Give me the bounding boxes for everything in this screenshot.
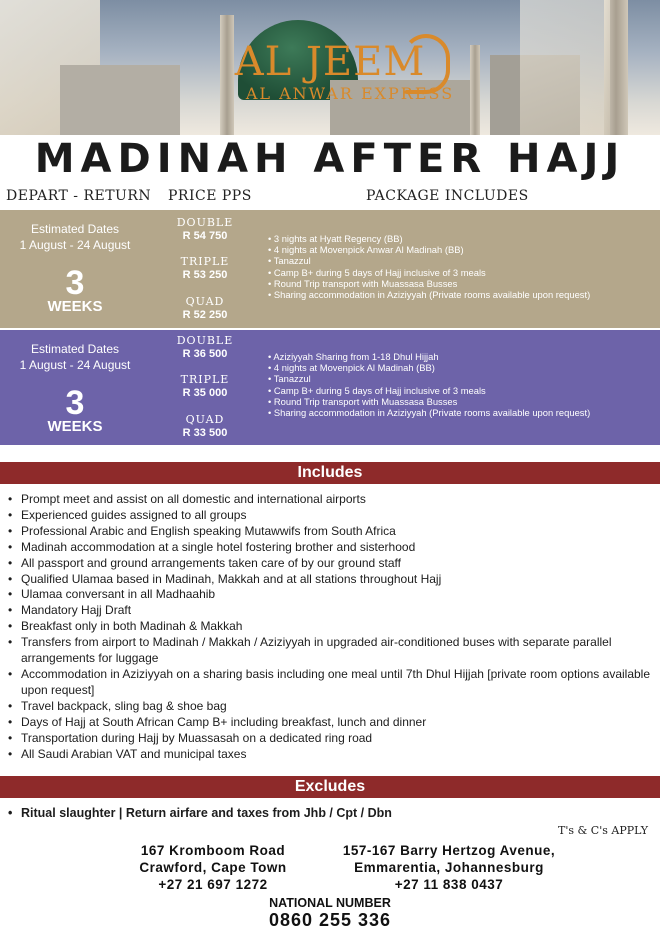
package-includes-list (268, 233, 590, 300)
package-band-2 (0, 330, 660, 445)
national-number-block (0, 896, 660, 930)
list-item: • All passport and ground arrangements taken care of by our ground staff (8, 556, 658, 572)
brand-name: AL JEEM (234, 39, 426, 85)
list-item: • Prompt meet and assist on all domestic and international airports (8, 492, 658, 508)
terms-note: T's & C's APPLY (558, 824, 648, 837)
brand-logo (150, 40, 510, 103)
list-item: • Transfers from airport to Madinah / Makkah / Aziziyyah in upgraded air-conditioned buses with separate parallel arrangements for luggage (8, 635, 658, 667)
duration-unit: WEEKS (47, 298, 103, 315)
price-label-triple: TRIPLE (180, 373, 230, 386)
package-includes-list (268, 351, 590, 418)
list-item: • Experienced guides assigned to all groups (8, 508, 658, 524)
price-value-quad: R 33 500 (182, 427, 228, 439)
list-item: • Sharing accommodation in Aziziyyah (Private rooms available upon request) (268, 289, 590, 300)
duration-number: 3 (65, 264, 85, 302)
list-item: • Mandatory Hajj Draft (8, 603, 658, 619)
list-item: • Transportation during Hajj by Muassasah on a dedicated ring road (8, 731, 658, 747)
list-item: • Round Trip transport with Muassasa Busses (268, 396, 590, 407)
dates-range: 1 August - 24 August (19, 238, 131, 252)
list-item: • Accommodation in Aziziyyah on a sharing basis including one meal until 7th Dhul Hijjah [private room options available upon request] (8, 667, 658, 699)
price-value-double: R 36 500 (182, 348, 228, 360)
list-item: • Camp B+ during 5 days of Hajj inclusive of 3 meals (268, 267, 590, 278)
excludes-heading: Excludes (0, 776, 660, 798)
price-label-quad: QUAD (185, 413, 225, 426)
list-item: • Tanazzul (268, 373, 590, 384)
list-item: • Aziziyyah Sharing from 1-18 Dhul Hijjah (268, 351, 590, 362)
list-item: • 3 nights at Hyatt Regency (BB) (268, 233, 590, 244)
list-item: • Round Trip transport with Muassasa Busses (268, 278, 590, 289)
includes-list (8, 492, 658, 762)
dates-label: Estimated Dates (30, 342, 120, 356)
office-address-line: Emmarentia, Johannesburg (354, 860, 544, 875)
header-photo (0, 0, 660, 135)
list-item: • Qualified Ulamaa based in Madinah, Makkah and at all stations throughout Hajj (8, 572, 658, 588)
price-value-triple: R 35 000 (182, 387, 228, 399)
office-address-line: Crawford, Cape Town (139, 860, 287, 875)
office-address-line: 167 Kromboom Road (140, 843, 286, 858)
list-item: • Madinah accommodation at a single hotel fostering brother and sisterhood (8, 540, 658, 556)
national-number: 0860 255 336 (268, 910, 392, 930)
brand-tagline: AL ANWAR EXPRESS (245, 84, 455, 103)
list-item: • Ulamaa conversant in all Madhaahib (8, 587, 658, 603)
duration-number: 3 (65, 384, 85, 422)
list-item: • Sharing accommodation in Aziziyyah (Private rooms available upon request) (268, 407, 590, 418)
list-item: • Professional Arabic and English speaking Mutawwifs from South Africa (8, 524, 658, 540)
office-johannesburg (318, 842, 580, 893)
price-label-double: DOUBLE (176, 334, 234, 347)
list-item: • 4 nights at Movenpick Anwar Al Madinah (BB) (268, 244, 590, 255)
national-number-label: NATIONAL NUMBER (269, 896, 391, 910)
includes-heading: Includes (0, 462, 660, 484)
calligraphy-logo-mark (402, 34, 450, 94)
package-band-1 (0, 210, 660, 328)
price-label-double: DOUBLE (176, 216, 234, 229)
dates-label: Estimated Dates (30, 222, 120, 236)
office-address-line: 157-167 Barry Hertzog Avenue, (342, 843, 556, 858)
heading-includes: PACKAGE INCLUDES (366, 188, 529, 204)
excludes-text: • Ritual slaughter | Return airfare and taxes from Jhb / Cpt / Dbn (8, 806, 392, 820)
price-value-double: R 54 750 (182, 230, 228, 242)
list-item: • Tanazzul (268, 255, 590, 266)
list-item: • Breakfast only in both Madinah & Makkah (8, 619, 658, 635)
price-label-quad: QUAD (185, 295, 225, 308)
price-value-triple: R 53 250 (182, 269, 228, 281)
column-headings (0, 188, 660, 208)
price-label-triple: TRIPLE (180, 255, 230, 268)
duration-unit: WEEKS (47, 418, 103, 435)
list-item: • All Saudi Arabian VAT and municipal taxes (8, 747, 658, 763)
heading-depart-return: DEPART - RETURN (6, 188, 152, 204)
list-item: • Travel backpack, sling bag & shoe bag (8, 699, 658, 715)
office-phone: +27 11 838 0437 (394, 877, 504, 892)
dates-range: 1 August - 24 August (19, 358, 131, 372)
office-cape-town (118, 842, 308, 893)
page-title: MADINAH AFTER HAJJ (34, 136, 626, 182)
office-phone: +27 21 697 1272 (158, 877, 268, 892)
list-item: • Camp B+ during 5 days of Hajj inclusive of 3 meals (268, 385, 590, 396)
list-item: • 4 nights at Movenpick Al Madinah (BB) (268, 362, 590, 373)
list-item: • Days of Hajj at South African Camp B+ including breakfast, lunch and dinner (8, 715, 658, 731)
umbrella-shape (520, 0, 610, 135)
price-value-quad: R 52 250 (182, 309, 228, 321)
heading-price: PRICE PPS (168, 188, 252, 204)
